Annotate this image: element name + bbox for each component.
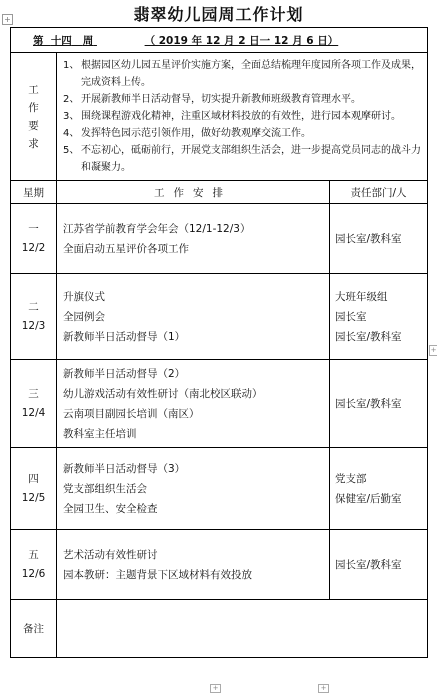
table-row-friday <box>11 530 428 600</box>
resize-marker-icon[interactable]: + <box>318 684 329 693</box>
day-cell: 五 12/6 <box>11 530 57 600</box>
header-tasks: 工作安排 <box>57 181 330 204</box>
requirements-list <box>57 53 428 181</box>
day-cell: 三 12/4 <box>11 360 57 448</box>
requirement-item: 5、 不忘初心，砥砺前行，开展党支部组织生活会，进一步提高党员同志的战斗力和凝聚力。 <box>63 145 421 173</box>
table-row-monday <box>11 204 428 274</box>
week-date-range: （ 2019 年 12 月 2 日一 12 月 6 日） <box>144 34 339 47</box>
task-cell: 艺术活动有效性研讨 园本教研：主题背景下区域材料有效投放 <box>57 530 330 600</box>
task-cell: 新教师半日活动督导（3） 党支部组织生活会 全园卫生、安全检查 <box>57 448 330 530</box>
week-row <box>11 28 428 53</box>
day-cell: 四 12/5 <box>11 448 57 530</box>
requirement-item: 3、 围绕课程游戏化精神，注重区域材料投放的有效性，进行园本观摩研讨。 <box>63 111 401 122</box>
week-label: 第 十四 周 <box>33 34 94 47</box>
task-cell: 升旗仪式 全园例会 新教师半日活动督导（1） <box>57 274 330 360</box>
header-row <box>11 181 428 204</box>
dept-cell: 党支部 保健室/后勤室 <box>330 448 428 530</box>
resize-marker-icon[interactable]: + <box>210 684 221 693</box>
table-row-thursday <box>11 448 428 530</box>
requirement-item: 4、 发挥特色园示范引领作用，做好幼教观摩交流工作。 <box>63 128 311 139</box>
header-dept: 责任部门/人 <box>330 181 428 204</box>
page-title: 翡翠幼儿园周工作计划 <box>133 5 304 24</box>
resize-marker-icon[interactable]: + <box>430 346 437 354</box>
day-cell: 一 12/2 <box>11 204 57 274</box>
header-day: 星期 <box>11 181 57 204</box>
requirements-label: 工 作 要 求 <box>11 53 57 181</box>
table-row-wednesday <box>11 360 428 448</box>
task-cell: 江苏省学前教育学会年会（12/1-12/3） 全面启动五星评价各项工作 <box>57 204 330 274</box>
notes-row <box>11 600 428 658</box>
weekly-plan-table <box>10 27 428 658</box>
requirements-row <box>11 53 428 181</box>
dept-cell: 园长室/教科室 <box>330 360 428 448</box>
notes-cell[interactable] <box>57 600 428 658</box>
day-cell: 二 12/3 <box>11 274 57 360</box>
week-cell <box>11 28 428 53</box>
table-row-tuesday <box>11 274 428 360</box>
task-cell: 新教师半日活动督导（2） 幼儿游戏活动有效性研讨（南北校区联动） 云南项目副园长培训（南区） 教科室主任培训 <box>57 360 330 448</box>
dept-cell: 大班年级组 园长室 园长室/教科室 <box>330 274 428 360</box>
notes-label: 备注 <box>11 600 57 658</box>
requirement-item: 2、 开展新教师半日活动督导，切实提升新教师班级教育管理水平。 <box>63 94 361 105</box>
table-move-handle-icon[interactable]: + <box>2 14 13 25</box>
dept-cell: 园长室/教科室 <box>330 204 428 274</box>
requirement-item: 1、 根据园区幼儿园五星评价实施方案，全面总结梳理年度园所各项工作及成果，完成资料上传。 <box>63 60 421 88</box>
dept-cell: 园长室/教科室 <box>330 530 428 600</box>
